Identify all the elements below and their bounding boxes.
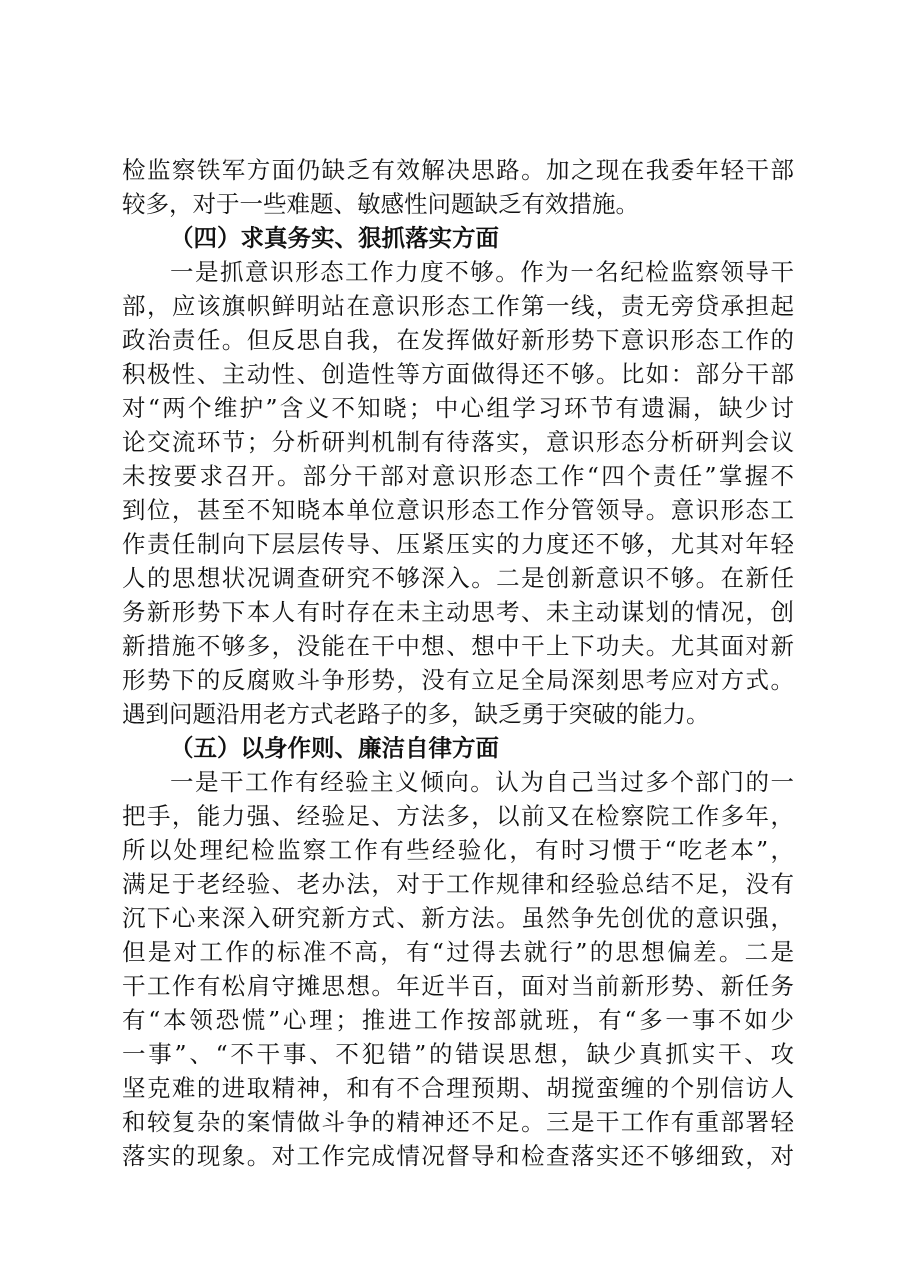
text-line: 人的思想状况调查研究不够深入。二是创新意识不够。在新任	[122, 564, 794, 592]
text-line: 所以处理纪检监察工作有些经验化，有时习惯于“吃老本”，	[122, 836, 794, 864]
text-line: 有“本领恐慌”心理；推进工作按部就班，有“多一事不如少	[122, 1006, 794, 1034]
text-line: 部，应该旗帜鲜明站在意识形态工作第一线，责无旁贷承担起	[122, 292, 794, 320]
text-line: 把手，能力强、经验足、方法多，以前又在检察院工作多年，	[122, 802, 794, 830]
text-line: 检监察铁军方面仍缺乏有效解决思路。加之现在我委年轻干部	[122, 156, 794, 184]
text-line: 坚克难的进取精神，和有不合理预期、胡搅蛮缠的个别信访人	[122, 1074, 794, 1102]
text-line: 论交流环节；分析研判机制有待落实，意识形态分析研判会议	[122, 428, 794, 456]
text-line: 满足于老经验、老办法，对于工作规律和经验总结不足，没有	[122, 870, 794, 898]
text-line: 沉下心来深入研究新方式、新方法。虽然争先创优的意识强，	[122, 904, 794, 932]
text-line: 务新形势下本人有时存在未主动思考、未主动谋划的情况，创	[122, 598, 794, 626]
text-line: 政治责任。但反思自我，在发挥做好新形势下意识形态工作的	[122, 326, 794, 354]
section-heading: （五）以身作则、廉洁自律方面	[170, 734, 499, 762]
text-line: 和较复杂的案情做斗争的精神还不足。三是干工作有重部署轻	[122, 1108, 794, 1136]
paragraph-first-line: 一是抓意识形态工作力度不够。作为一名纪检监察领导干	[170, 258, 794, 286]
text-line: 一事”、“不干事、不犯错”的错误思想，缺少真抓实干、攻	[122, 1040, 794, 1068]
text-line: 落实的现象。对工作完成情况督导和检查落实还不够细致，对	[122, 1142, 794, 1170]
text-line: 作责任制向下层层传导、压紧压实的力度还不够，尤其对年轻	[122, 530, 794, 558]
text-line: 积极性、主动性、创造性等方面做得还不够。比如：部分干部	[122, 360, 794, 388]
text-line: 到位，甚至不知晓本单位意识形态工作分管领导。意识形态工	[122, 496, 794, 524]
text-line: 遇到问题沿用老方式老路子的多，缺乏勇于突破的能力。	[122, 700, 710, 728]
text-line: 未按要求召开。部分干部对意识形态工作“四个责任”掌握不	[122, 462, 794, 490]
text-line: 干工作有松肩守摊思想。年近半百，面对当前新形势、新任务	[122, 972, 794, 1000]
text-line: 新措施不够多，没能在干中想、想中干上下功夫。尤其面对新	[122, 632, 794, 660]
paragraph-first-line: 一是干工作有经验主义倾向。认为自己当过多个部门的一	[170, 768, 794, 796]
text-line: 对“两个维护”含义不知晓；中心组学习环节有遗漏，缺少讨	[122, 394, 794, 422]
text-line: 但是对工作的标准不高，有“过得去就行”的思想偏差。二是	[122, 938, 794, 966]
text-line: 较多，对于一些难题、敏感性问题缺乏有效措施。	[122, 190, 639, 218]
section-heading: （四）求真务实、狠抓落实方面	[170, 224, 499, 252]
text-line: 形势下的反腐败斗争形势，没有立足全局深刻思考应对方式。	[122, 666, 794, 694]
